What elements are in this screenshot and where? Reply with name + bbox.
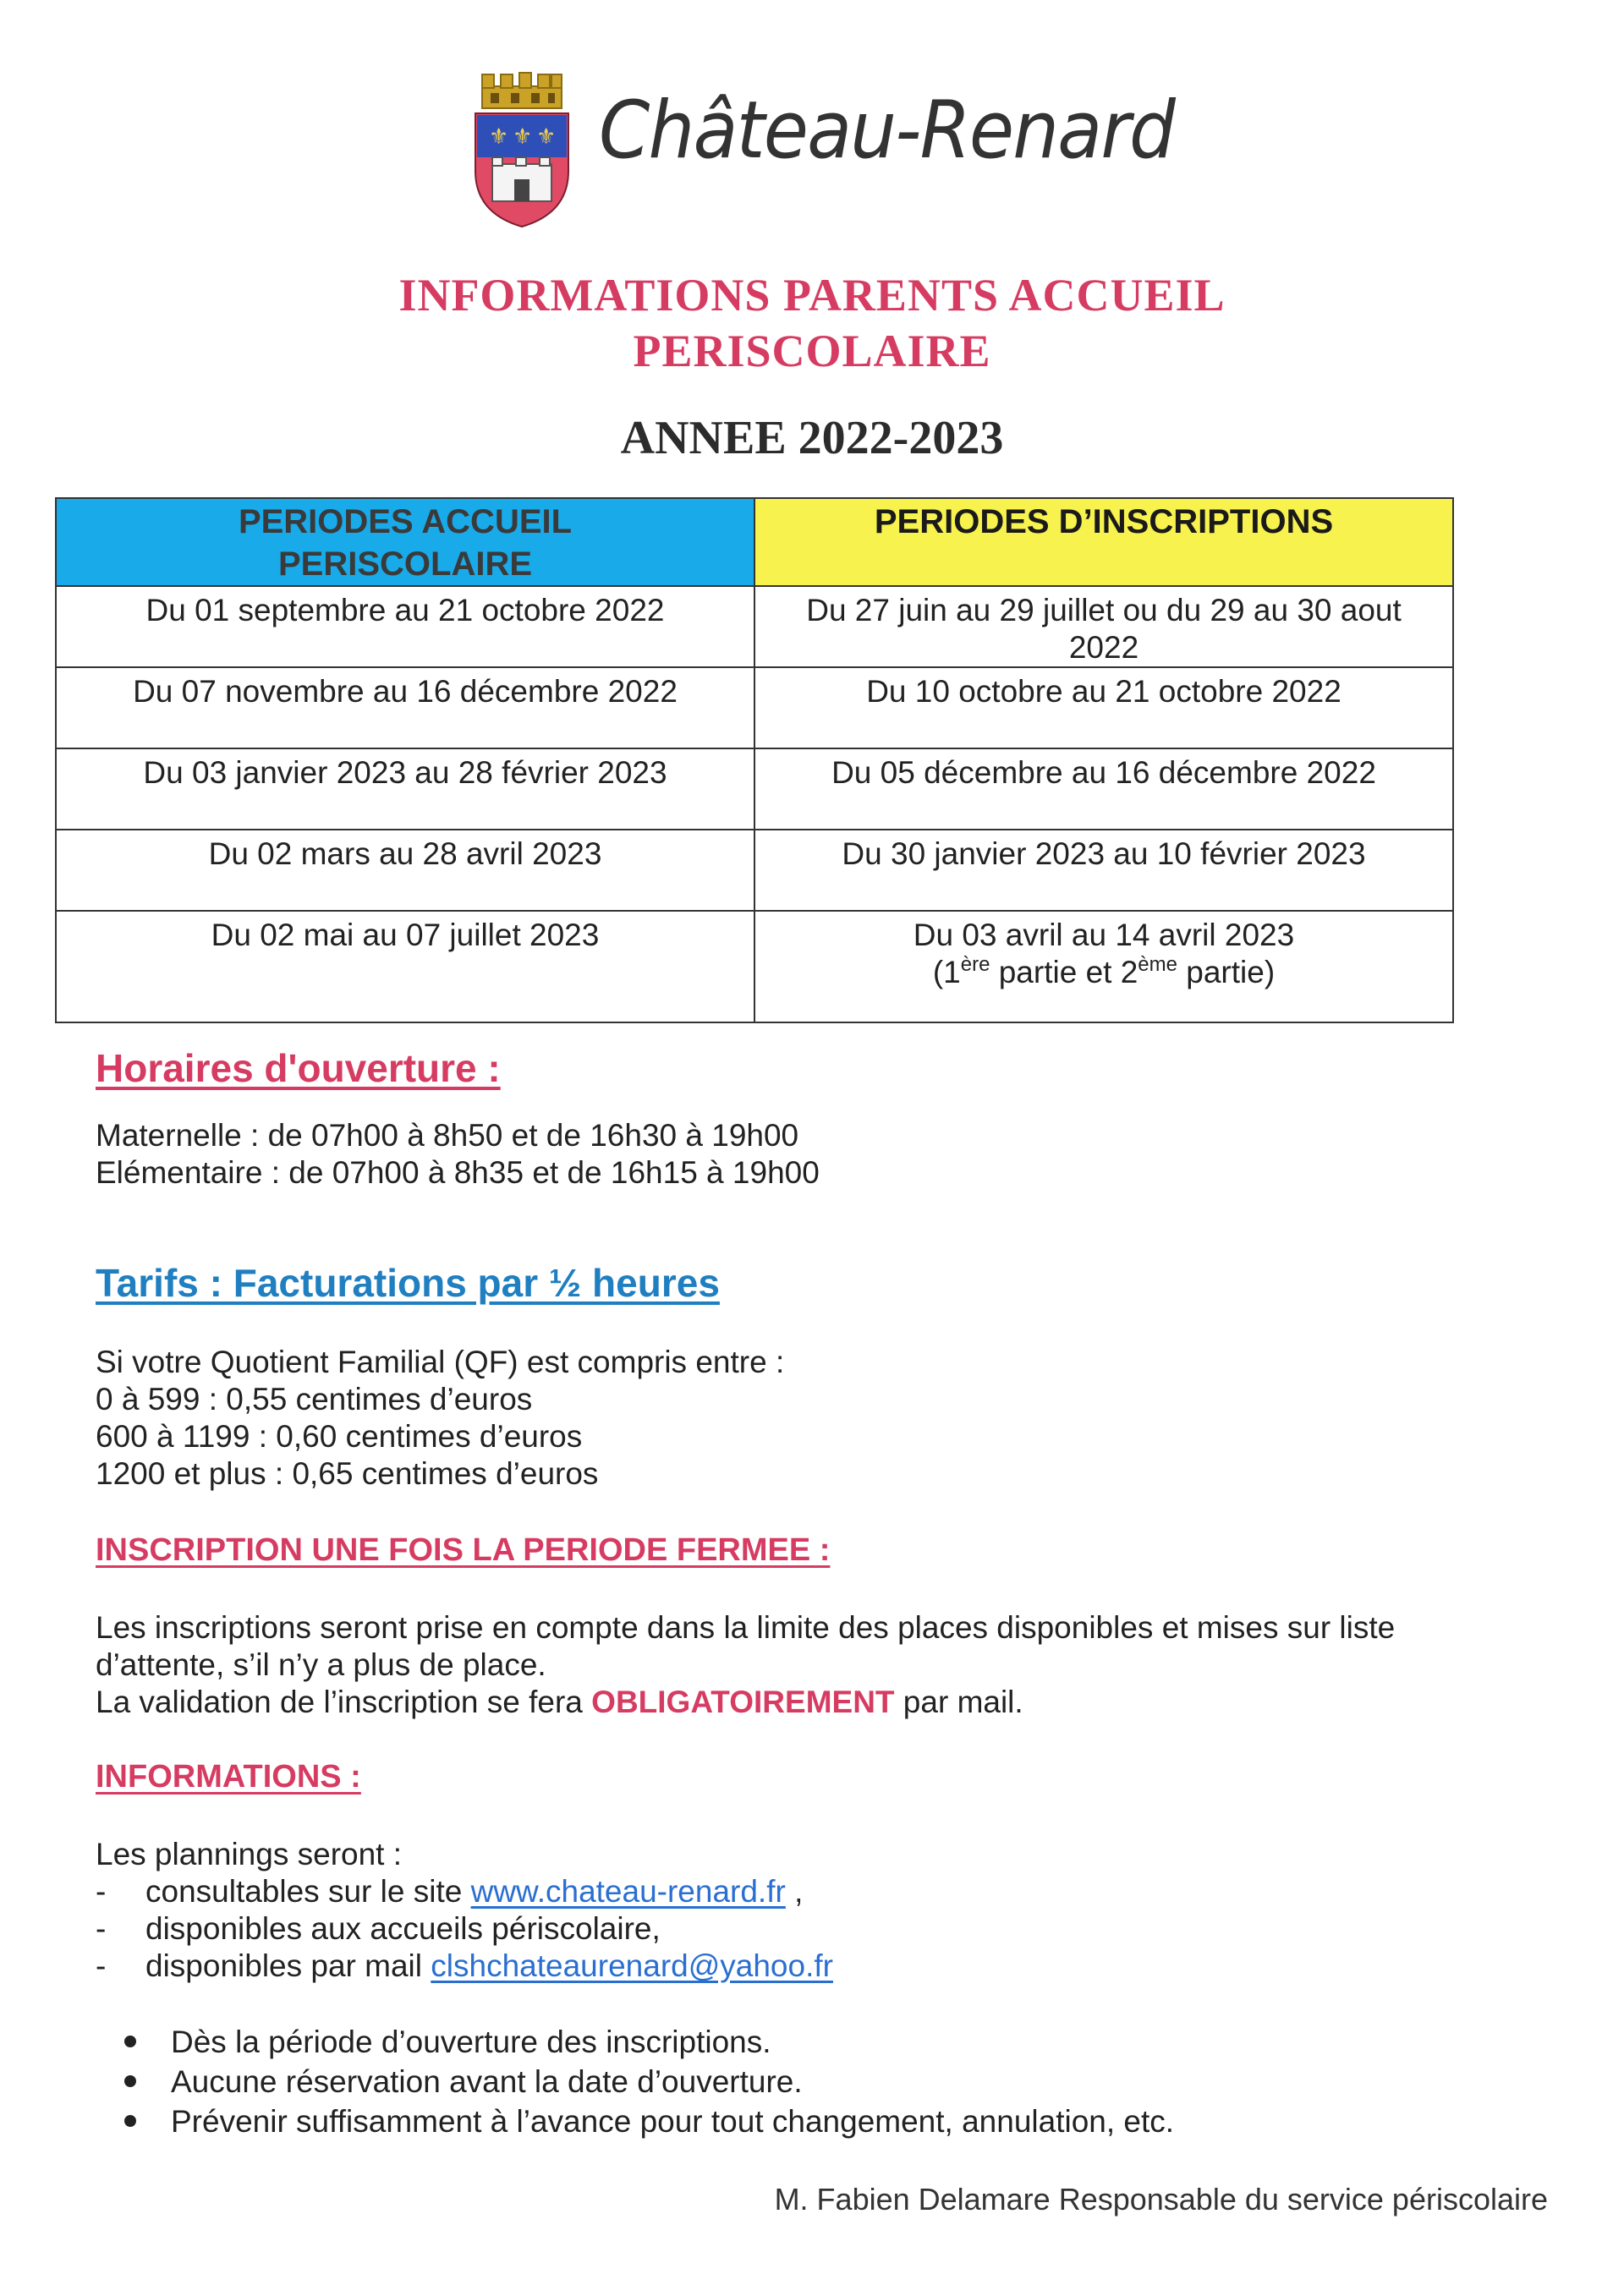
coat-of-arms-icon — [467, 69, 577, 230]
header-periodes-accueil — [56, 498, 754, 586]
inscription-note: (1ère partie et 2ème partie) — [932, 953, 1276, 989]
dash-marker: - — [96, 1911, 107, 1946]
inscription-cell-line2: 2022 — [1068, 630, 1139, 665]
tarifs-heading: Tarifs : Facturations par ½ heures — [96, 1261, 720, 1305]
tarif-line: 1200 et plus : 0,65 centimes d’euros — [96, 1456, 599, 1491]
bullet-item: Dès la période d’ouverture des inscriptions. — [171, 2025, 771, 2059]
accueil-cell: Du 02 mai au 07 juillet 2023 — [56, 911, 754, 1022]
bullet-dot — [124, 2036, 136, 2047]
bullet-dot — [124, 2115, 136, 2127]
header-accueil-line2: PERISCOLAIRE — [277, 545, 533, 583]
inscription-cell-line1: Du 03 avril au 14 avril 2023 — [913, 918, 1295, 952]
informations-intro: Les plannings seront : — [96, 1837, 403, 1871]
dash-marker: - — [96, 1948, 107, 1983]
accueil-cell: Du 07 novembre au 16 décembre 2022 — [56, 667, 754, 748]
table-row — [56, 748, 1453, 830]
tarifs-intro: Si votre Quotient Familial (QF) est compris entre : — [96, 1345, 785, 1379]
bullet-dot — [124, 2075, 136, 2087]
info-item-site: consultables sur le site www.chateau-renard.fr , — [145, 1874, 804, 1909]
table-row — [56, 911, 1453, 1022]
email-link[interactable]: clshchateaurenard@yahoo.fr — [431, 1948, 833, 1983]
inscription-cell — [754, 911, 1453, 1022]
page-title-line1: INFORMATIONS PARENTS ACCUEIL — [398, 270, 1226, 321]
header-accueil-line1: PERIODES ACCUEIL — [238, 503, 573, 540]
table-header-row — [56, 498, 1453, 586]
inscription-cell — [754, 586, 1453, 667]
table-row — [56, 586, 1453, 667]
inscription-cell: Du 05 décembre au 16 décembre 2022 — [754, 748, 1453, 830]
tarif-line: 0 à 599 : 0,55 centimes d’euros — [96, 1382, 533, 1417]
table-row — [56, 830, 1453, 911]
table-row — [56, 667, 1453, 748]
header-periodes-inscriptions: PERIODES D’INSCRIPTIONS — [754, 498, 1453, 586]
svg-text:⚜: ⚜ — [489, 124, 509, 150]
bullet-item: Aucune réservation avant la date d’ouverture. — [171, 2064, 803, 2099]
horaires-heading: Horaires d'ouverture : — [96, 1046, 501, 1090]
inscription-cell: Du 10 octobre au 21 octobre 2022 — [754, 667, 1453, 748]
inscription-cell-line1: Du 27 juin au 29 juillet ou du 29 au 30 aout — [806, 593, 1402, 627]
tarif-line: 600 à 1199 : 0,60 centimes d’euros — [96, 1419, 583, 1454]
website-link[interactable]: www.chateau-renard.fr — [470, 1874, 786, 1909]
inscription-fermee-heading: INSCRIPTION UNE FOIS LA PERIODE FERMEE : — [96, 1532, 831, 1568]
accueil-cell: Du 02 mars au 28 avril 2023 — [56, 830, 754, 911]
accueil-cell: Du 03 janvier 2023 au 28 février 2023 — [56, 748, 754, 830]
horaires-elementaire: Elémentaire : de 07h00 à 8h35 et de 16h15 à 19h00 — [96, 1155, 820, 1190]
school-year-title: ANNEE 2022-2023 — [620, 412, 1004, 464]
town-name: Château-Renard — [599, 85, 1175, 177]
signature: M. Fabien Delamare Responsable du service périscolaire — [774, 2182, 1548, 2217]
accueil-cell: Du 01 septembre au 21 octobre 2022 — [56, 586, 754, 667]
svg-text:⚜: ⚜ — [536, 124, 557, 150]
inscription-fermee-line1: Les inscriptions seront prise en compte dans la limite des places disponibles et mises sur liste — [96, 1610, 1396, 1645]
bullet-item: Prévenir suffisamment à l’avance pour tout changement, annulation, etc. — [171, 2104, 1175, 2139]
info-item-mail: disponibles par mail clshchateaurenard@yahoo.fr — [145, 1948, 833, 1983]
inscription-cell: Du 30 janvier 2023 au 10 février 2023 — [754, 830, 1453, 911]
inscription-fermee-line3: La validation de l’inscription se fera OBLIGATOIREMENT par mail. — [96, 1685, 1023, 1719]
horaires-maternelle: Maternelle : de 07h00 à 8h50 et de 16h30 à 19h00 — [96, 1118, 799, 1153]
page-title-line2: PERISCOLAIRE — [633, 326, 991, 376]
inscription-fermee-line2: d’attente, s’il n’y a plus de place. — [96, 1647, 546, 1682]
periods-table — [55, 497, 1454, 1023]
dash-marker: - — [96, 1874, 107, 1909]
informations-heading: INFORMATIONS : — [96, 1759, 361, 1795]
info-item-accueils: disponibles aux accueils périscolaire, — [145, 1911, 661, 1946]
svg-text:⚜: ⚜ — [513, 124, 533, 150]
obligatoirement-emphasis: OBLIGATOIREMENT — [591, 1685, 895, 1719]
